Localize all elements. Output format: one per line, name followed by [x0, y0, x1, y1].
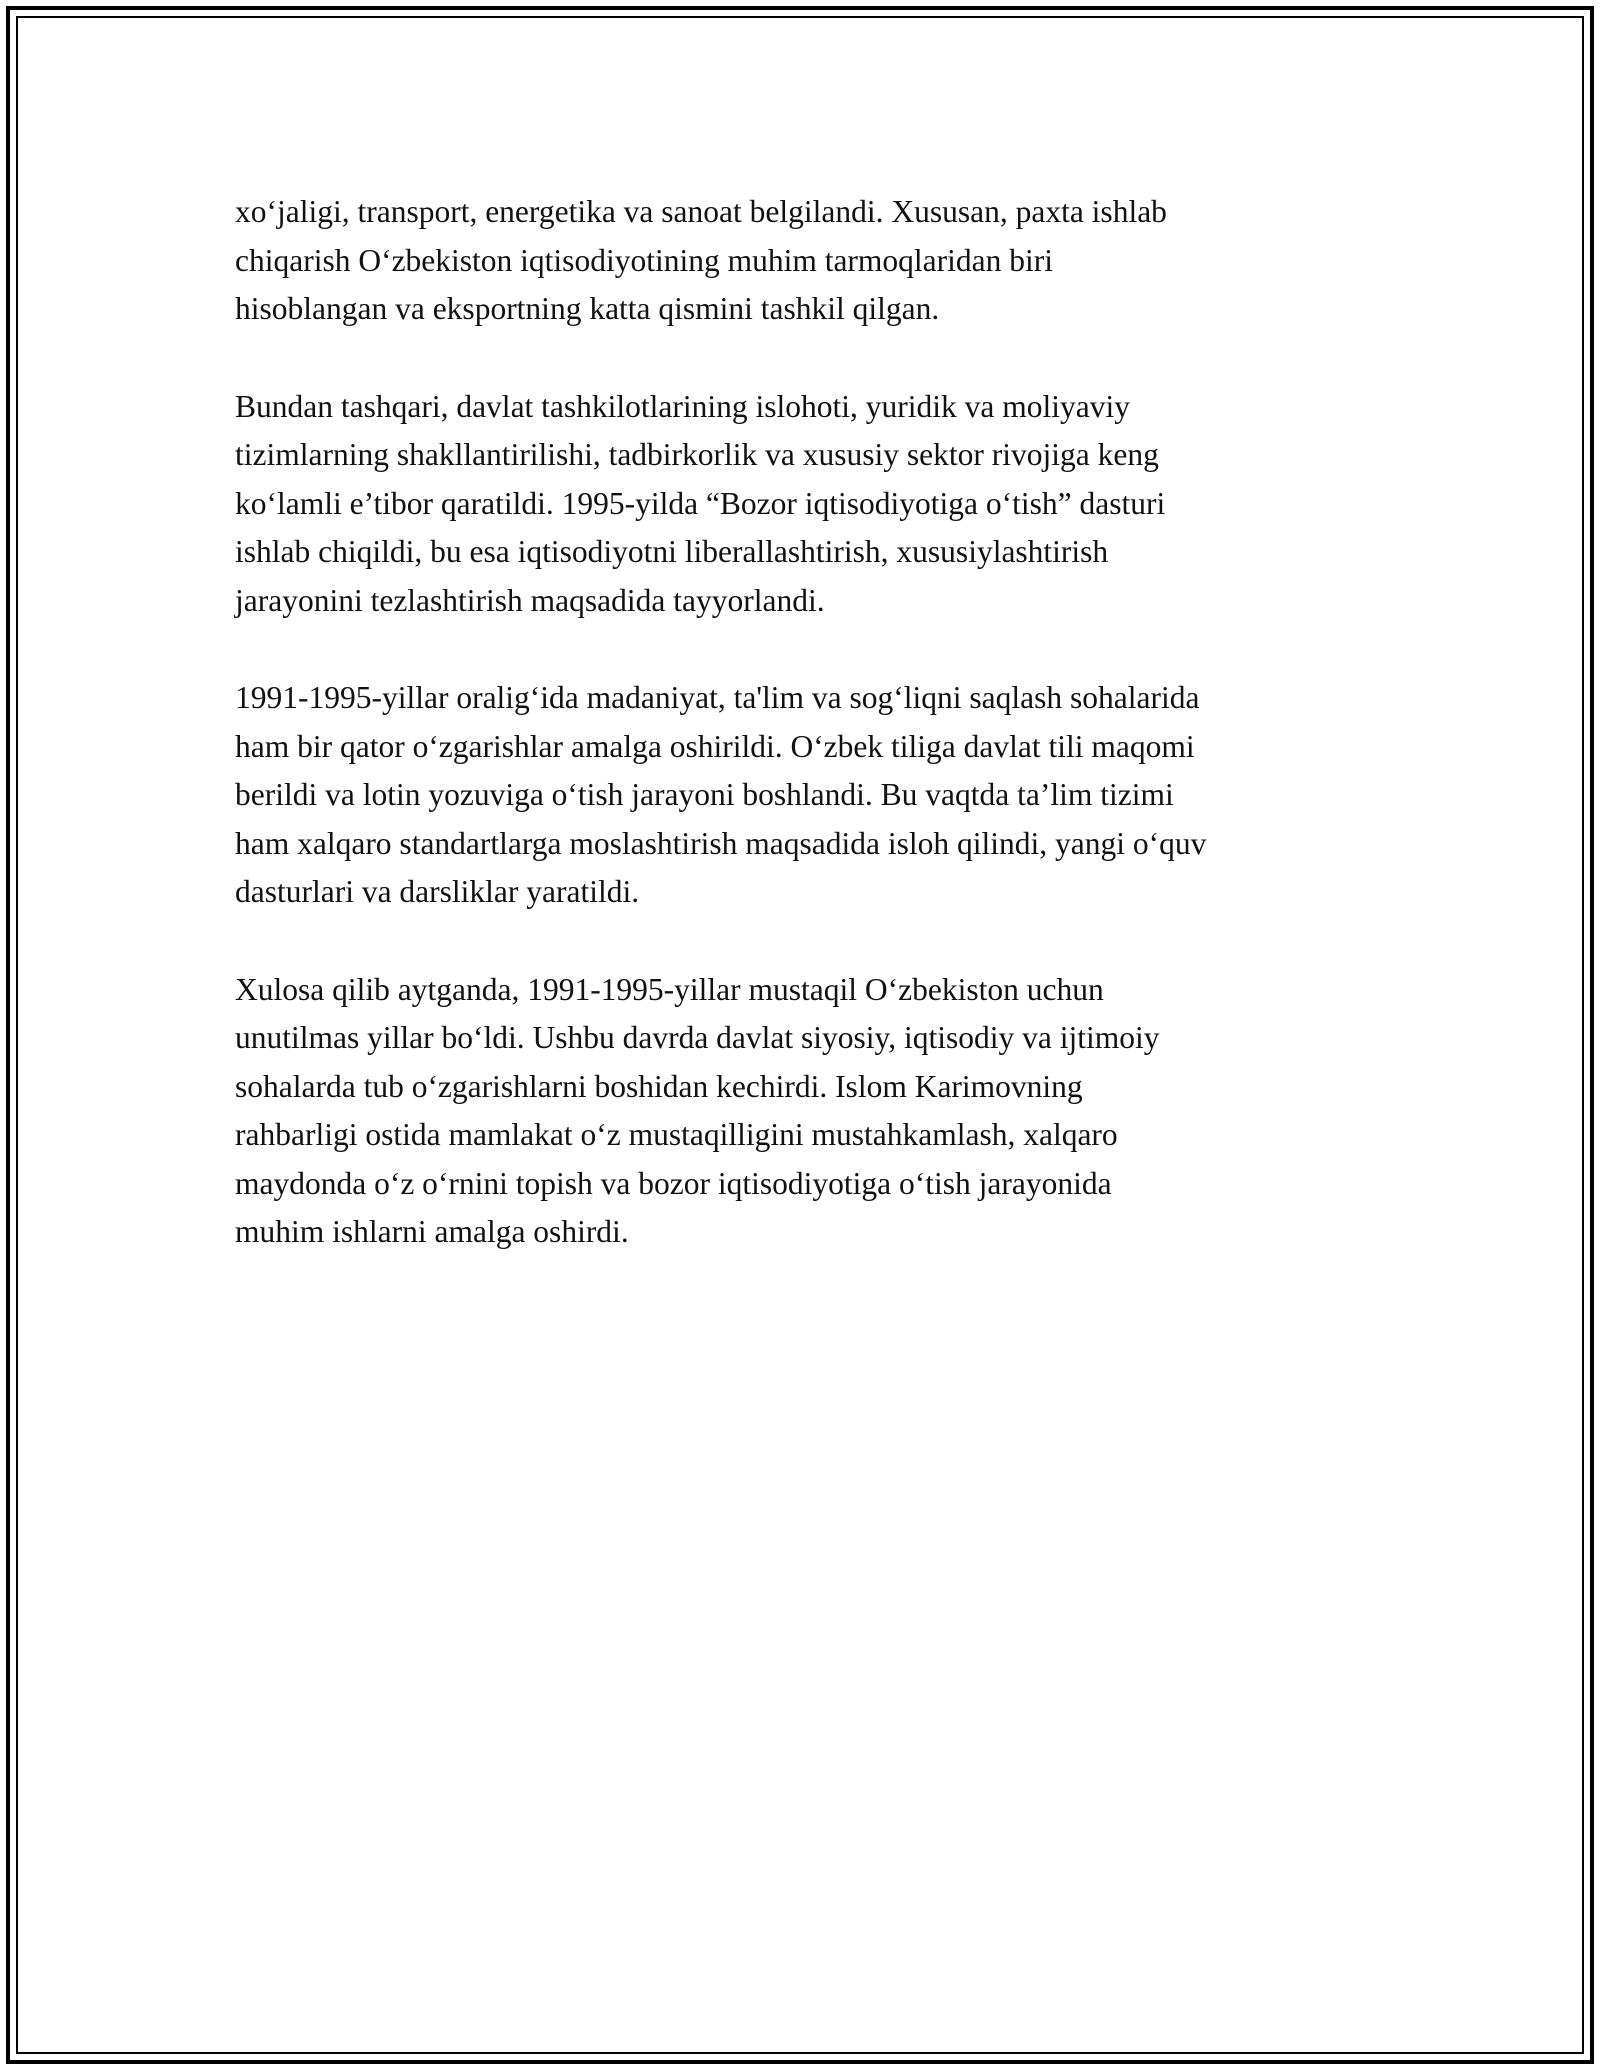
text-line: ham xalqaro standartlarga moslashtirish maqsadida isloh qilindi, yangi o‘quv	[235, 825, 1207, 861]
text-line: tizimlarning shakllantirilishi, tadbirkorlik va xususiy sektor rivojiga keng	[235, 437, 1159, 472]
text-line: jarayonini tezlashtirish maqsadida tayyorlandi.	[235, 582, 825, 618]
text-line: hisoblangan va eksportning katta qismini tashkil qilgan.	[235, 291, 940, 326]
text-line: Xulosa qilib aytganda, 1991-1995-yillar mustaqil O‘zbekiston uchun	[235, 971, 1104, 1007]
text-line: ko‘lamli e’tibor qaratildi. 1995-yilda “Bozor iqtisodiyotiga o‘tish” dasturi	[235, 485, 1166, 521]
document-body	[235, 188, 1375, 1306]
paragraph-economic-reforms	[235, 383, 1375, 626]
text-line: sohalarda tub o‘zgarishlarni boshidan kechirdi. Islom Karimovning	[235, 1068, 1083, 1104]
paragraph-culture-education	[235, 674, 1375, 917]
text-line: ishlab chiqildi, bu esa iqtisodiyotni liberallashtirish, xususiylashtirish	[235, 534, 1109, 569]
text-line: berildi va lotin yozuviga o‘tish jarayoni boshlandi. Bu vaqtda ta’lim tizimi	[235, 777, 1174, 812]
text-line: xo‘jaligi, transport, energetika va sanoat belgilandi. Xususan, paxta ishlab	[235, 194, 1167, 229]
paragraph-conclusion	[235, 966, 1375, 1257]
paragraph-agriculture-economy	[235, 188, 1375, 334]
text-line: muhim ishlarni amalga oshirdi.	[235, 1214, 629, 1249]
text-line: dasturlari va darsliklar yaratildi.	[235, 874, 640, 909]
text-line: 1991-1995-yillar oralig‘ida madaniyat, ta'lim va sog‘liqni saqlash sohalarida	[235, 680, 1200, 715]
text-line: rahbarligi ostida mamlakat o‘z mustaqilligini mustahkamlash, xalqaro	[235, 1117, 1118, 1152]
text-line: maydonda o‘z o‘rnini topish va bozor iqtisodiyotiga o‘tish jarayonida	[235, 1165, 1112, 1201]
text-line: unutilmas yillar bo‘ldi. Ushbu davrda davlat siyosiy, iqtisodiy va ijtimoiy	[235, 1020, 1160, 1055]
text-line: ham bir qator o‘zgarishlar amalga oshirildi. O‘zbek tiliga davlat tili maqomi	[235, 728, 1195, 764]
text-line: chiqarish O‘zbekiston iqtisodiyotining muhim tarmoqlaridan biri	[235, 242, 1054, 278]
text-line: Bundan tashqari, davlat tashkilotlarining islohoti, yuridik va moliyaviy	[235, 388, 1130, 424]
